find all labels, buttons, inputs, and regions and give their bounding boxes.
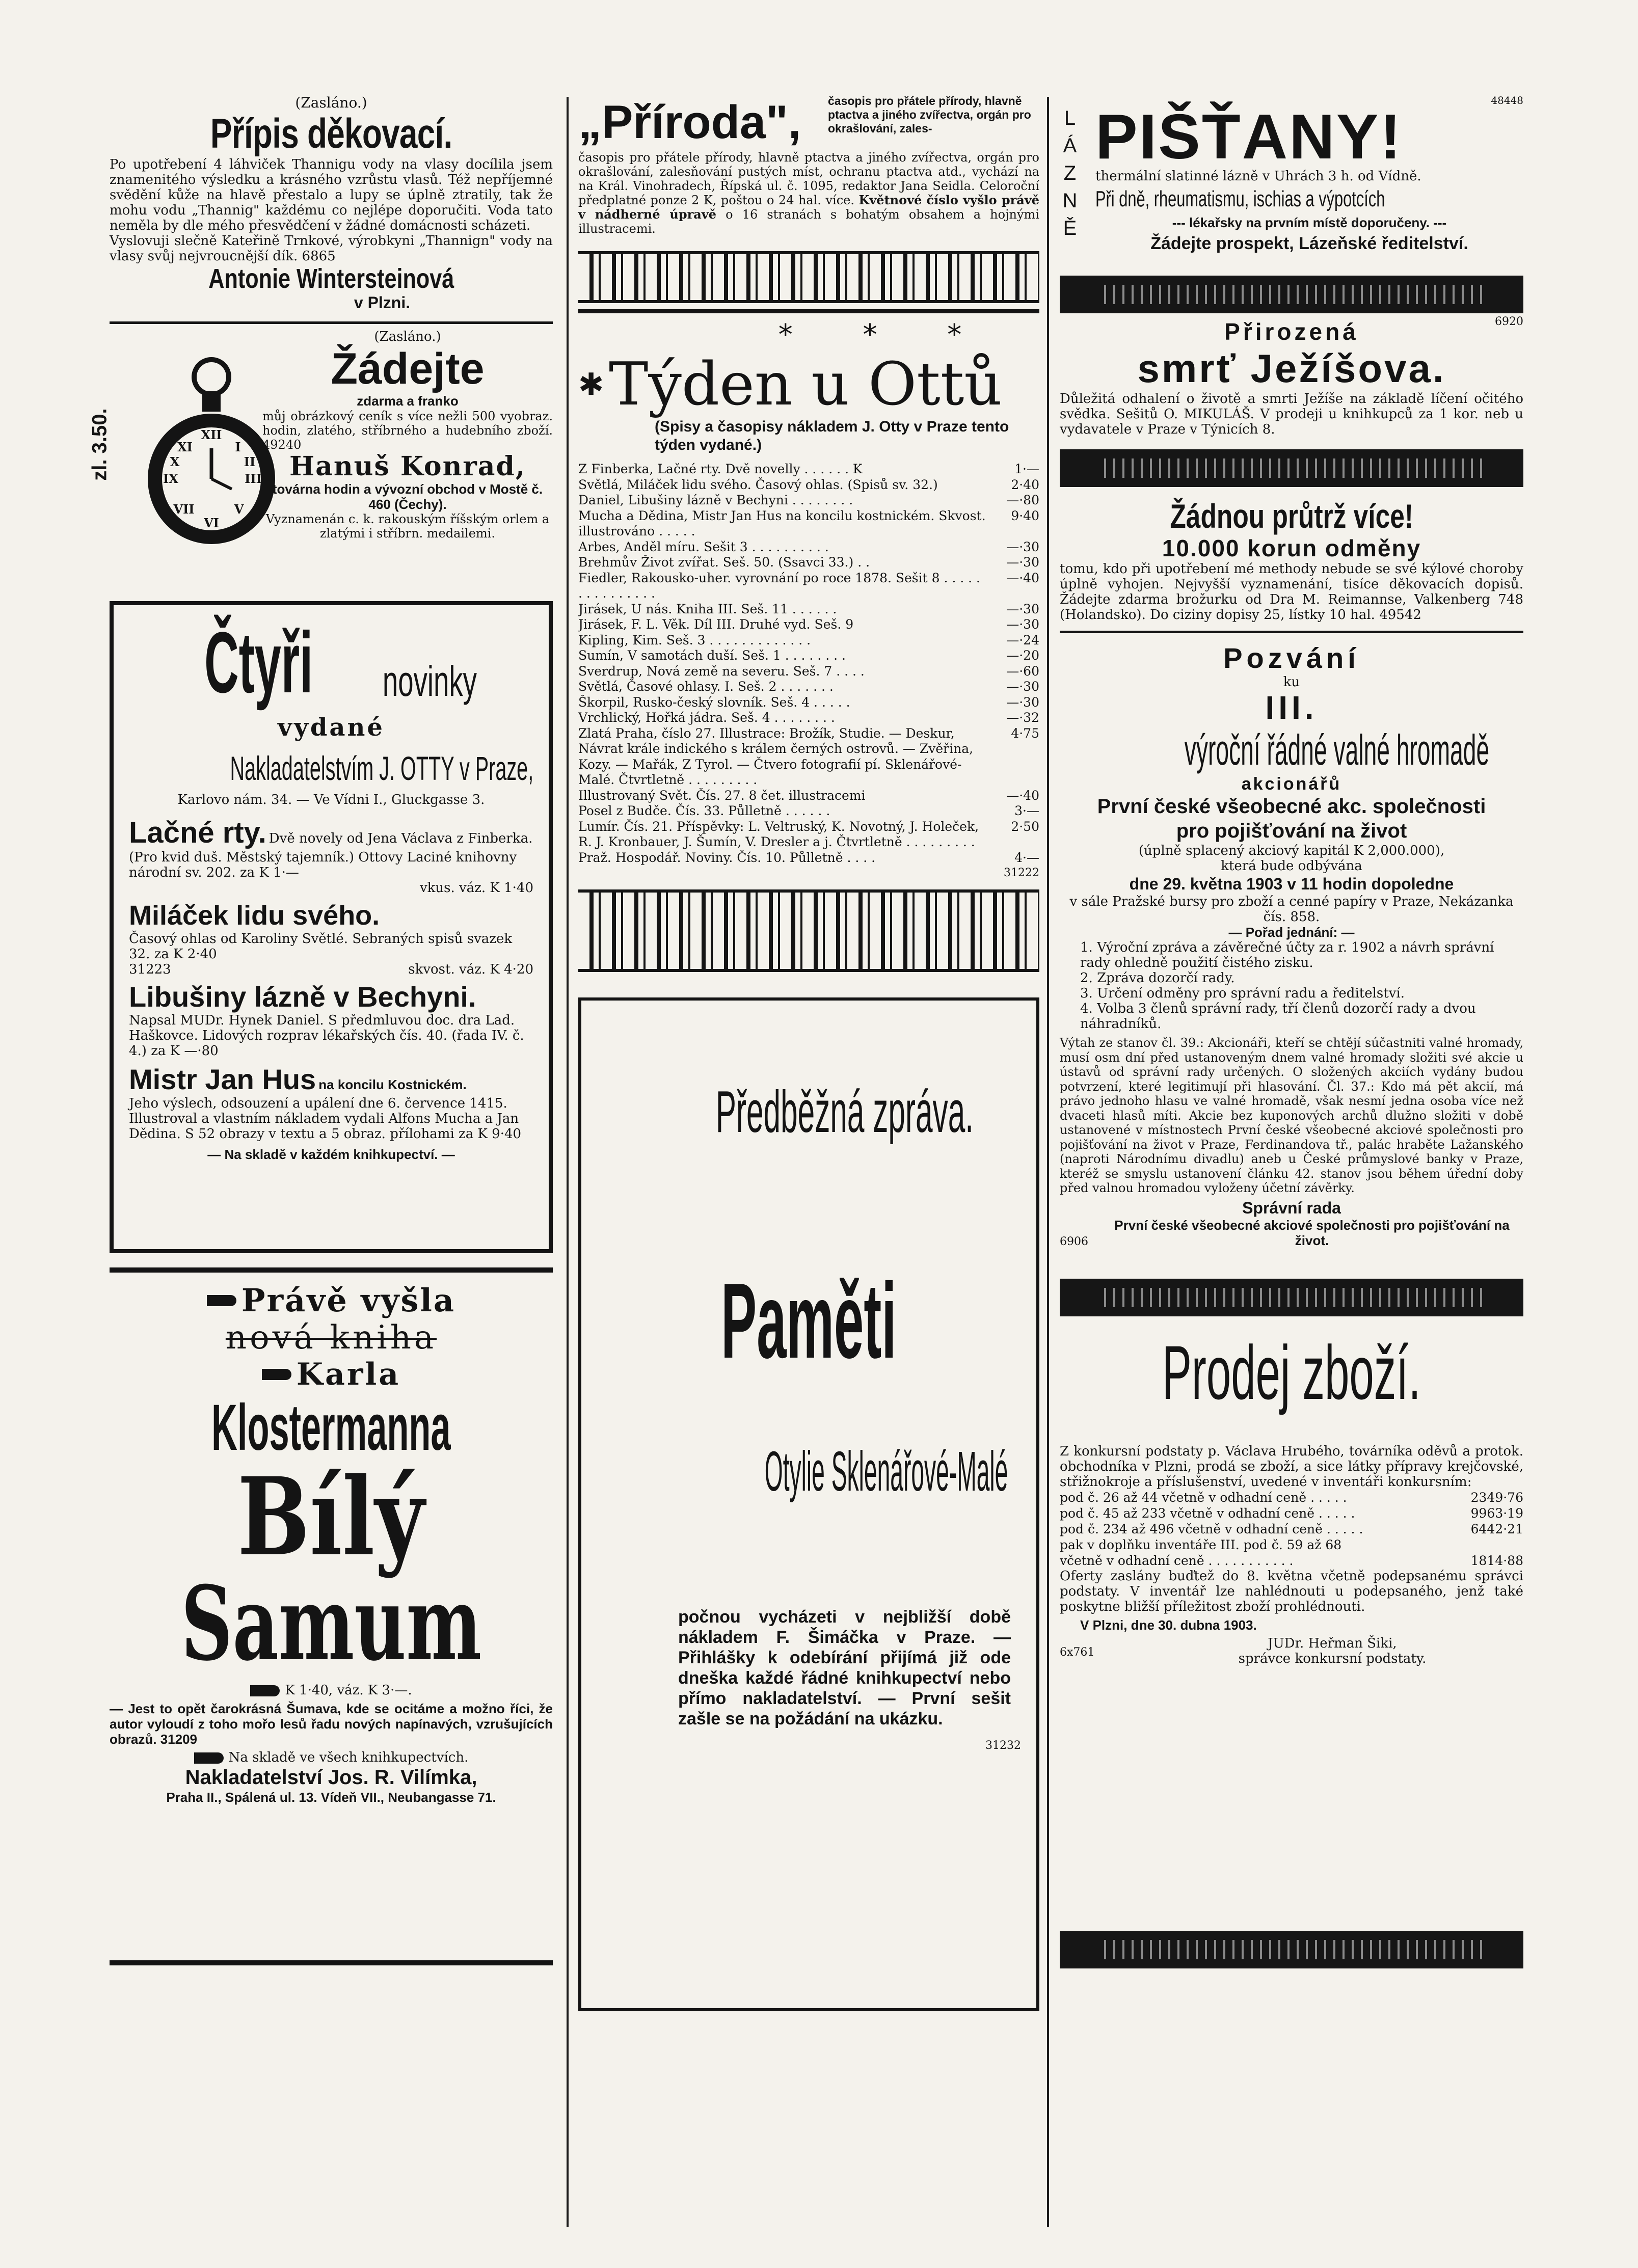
watch-price: zl. 3.50. xyxy=(88,408,111,481)
konrad-name: Hanuš Konrad, xyxy=(289,451,526,482)
konrad-line: továrna hodin a vývozní obchod v Mostě č. 460 (Čechy). xyxy=(272,481,543,512)
prave-text: — Jest to opět čarokrásná Šumava, kde se ocitáme a možno říci, že autor vyloudí z toho mořo lesů řadu nových napínavých, vzrušujících obrazů. xyxy=(110,1701,553,1747)
toc-price: —·30 xyxy=(1006,679,1039,694)
prutr-subtitle: 10.000 korun odměny xyxy=(1162,535,1421,561)
smrt-text: Důležitá odhalení o životě a smrti Ježíše na základě líčení očitého svědka. Sešitů O. MIKULÁŠ. V prodeji u knihkupců za 1 kor. neb u vydavatele v Praze v Týnicích 8. xyxy=(1060,391,1523,437)
pozvani-capital: (úplně splacený akciový kapitál K 2,000.000), xyxy=(1138,843,1445,858)
toc-row xyxy=(578,726,1039,788)
toc-price: 4·75 xyxy=(1011,725,1039,741)
toc-title: Illustrovaný Svět. Čís. 27. 8 čet. illustracemi xyxy=(578,788,866,803)
pistany-line-4: Žádejte prospekt, Lázeňské ředitelství. xyxy=(1150,234,1468,253)
toc-number: 31222 xyxy=(1004,867,1039,879)
toc-row xyxy=(578,819,1039,850)
toc-price: —·24 xyxy=(1006,632,1039,647)
toc-row xyxy=(578,508,1039,539)
toc-row xyxy=(578,679,1039,695)
lacne-text: (Pro kvid duš. Městský tajemník.) Ottovy Laciné knihovny národní sv. 202. xyxy=(129,850,517,880)
svg-text:V: V xyxy=(234,502,244,517)
lacne-subtitle: Dvě novely od Jena Václava z Finberka. xyxy=(268,831,533,846)
prutr-title: Žádnou průtrž více! xyxy=(1170,497,1413,535)
ctyri-title-2: novinky xyxy=(383,657,477,705)
banner-bar xyxy=(1060,276,1523,313)
toc-price: —·32 xyxy=(1006,710,1039,725)
zadejte-text: můj obrázkový ceník s více nežli 500 vyobraz. hodin, zlatého, stříbrného a hudebního zboží. xyxy=(262,409,553,438)
toc-row xyxy=(578,648,1039,664)
hus-text: Jeho výslech, odsouzení a upálení dne 6. července 1415. Illustroval a vlastním nákladem vydali Alfons Mucha a Jan Dědina. S 52 obrazy v textu a 5 obraz. přílohami xyxy=(129,1096,519,1142)
pozvani-company-2: pro pojišťování na život xyxy=(1176,820,1407,842)
book-hus xyxy=(129,1063,533,1142)
milacek-number: 31223 xyxy=(129,962,171,977)
priroda-text: časopis pro přátele přírody, hlavně ptactva a jiného zvířectva, orgán pro okrašlování, zalesňování pustých míst, ochranu ptactva atd., vychází na na Král. Vinohradech, Řípská ul. č. 1095, redaktor Jana Seidla. Celoroční předplatné ponze 2 K, poštou o 24 hal. více. xyxy=(578,150,1039,207)
toc-title: Praž. Hospodář. Noviny. Čís. 10. Půlletně . . . . xyxy=(578,850,876,865)
pripis-title: Přípis děkovací. xyxy=(210,111,452,157)
toc-price: —·40 xyxy=(1006,788,1039,803)
libusiny-price: za K —·80 xyxy=(151,1043,219,1059)
pistany-ad xyxy=(1060,94,1523,255)
prave-address: Praha II., Spálená ul. 13. Vídeň VII., Neubangasse 71. xyxy=(166,1790,496,1805)
pistany-text: thermální slatinné lázně v Uhrách 3 h. od Vídně. xyxy=(1095,169,1421,184)
pointing-hand-icon-2 xyxy=(262,1369,291,1380)
toc-title: Světlá, Miláček lidu svého. Časový ohlas. (Spisů sv. 32.) xyxy=(578,477,938,492)
toc-title: Sverdrup, Nová země na severu. Seš. 7 . . . . xyxy=(578,663,865,679)
svg-text:VII: VII xyxy=(173,502,195,517)
toc-row xyxy=(578,617,1039,633)
toc-title: Škorpil, Rusko-český slovník. Seš. 4 . . . . . xyxy=(578,694,850,710)
pistany-line-3: --- lékařsky na prvním místě doporučeny. --- xyxy=(1172,215,1447,230)
pozvani-program: — Pořad jednání: — xyxy=(1228,925,1355,940)
pocket-watch-icon xyxy=(145,352,278,545)
zadejte-title: Žádejte xyxy=(331,344,485,393)
column-right xyxy=(1060,94,1523,2227)
banner-bar-4 xyxy=(1060,1931,1523,1968)
toc-price: —·20 xyxy=(1006,648,1039,663)
pripis-place: v Plzni. xyxy=(354,293,411,312)
toc-price: —·30 xyxy=(1006,555,1039,570)
smrt-number: 6920 xyxy=(1495,315,1523,328)
toc-row xyxy=(578,555,1039,571)
toc-price: 4·— xyxy=(1014,850,1039,865)
price-row xyxy=(1060,1537,1523,1553)
toc-title: Jirásek, U nás. Kniha III. Seš. 11 . . . . . . xyxy=(578,601,837,616)
toc-title: Jirásek, F. L. Věk. Díl III. Druhé vyd. Seš. 9 xyxy=(578,617,854,632)
predbezna-title: Předběžná zpráva. xyxy=(715,1078,974,1145)
toc-title: Lumír. Čís. 21. Příspěvky: L. Veltruský, K. Novotný, J. Holeček, R. J. Kronbauer, J. Šumín, V. Dresler a j. Čtvrtletně . . . . . . . . . xyxy=(578,819,979,849)
smrt-title-2: smrť Ježíšova. xyxy=(1137,346,1446,391)
lacne-price: za K 1·— xyxy=(239,865,299,880)
zaslano-label-2: (Zasláno.) xyxy=(374,329,441,344)
toc-price: —·30 xyxy=(1006,601,1039,616)
toc-row xyxy=(578,493,1039,508)
ornament-band xyxy=(578,251,1039,303)
prave-stock: Na skladě ve všech knihkupectvích. xyxy=(228,1750,469,1765)
pistany-number: 48448 xyxy=(1491,94,1523,106)
pripis-signature: Antonie Wintersteinová xyxy=(208,263,454,294)
pointing-hand-icon xyxy=(207,1295,236,1306)
prave-price: K 1·40, váz. K 3·—. xyxy=(285,1683,412,1698)
hus-title: Mistr Jan Hus xyxy=(129,1063,316,1095)
prutr-text: tomu, kdo při upotřebení mé methody nebude se své kýlové choroby úplně vyhojen. Nejvyšší vyznamenání, tisíce děkovacích dopisů. Žádejte zdarma brožurku od Dra M. Reimannse, Valkenberg 748 (Holandsko). Do ciziny dopisy 25, lístky 10 hal. xyxy=(1060,561,1523,623)
price-row-label: pod č. 234 až 496 včetně v odhadní ceně . . . . . xyxy=(1060,1521,1363,1536)
toc-row xyxy=(578,477,1039,493)
konrad-ad xyxy=(88,329,553,586)
svg-text:XI: XI xyxy=(177,440,193,454)
pozvani-number: 6906 xyxy=(1060,1235,1088,1248)
toc-row xyxy=(578,850,1039,866)
pozvani-text: Výtah ze stanov čl. 39.: Akcionáři, kteří se chtějí súčastniti valné hromady, musí osm dní před ustanoveným dnem valné hromady složiti své akcie u ústavů od správní rady určených. O složených akciích vydány budou potvrzení, které legitimují při hlasování. Čl. 37.: Kdo má pět akcií, má právo jednoho hlasu ve valné hromadě, však nesmí jedna osoba více než dvaceti hlasů míti. Akcie bez kuponových archů dlužno složiti v době ustanovené v místnostech První české všeobecné akciové společnosti pro pojišťování na život v Praze, Ferdinandova tř., palác hraběte Lažanského (naproti Národnímu divadlu) aneb u České průmyslové banky v Praze, kteréž se smyslu ustanovení článku 42. stanov jsou během úřední doby před valnou hromadou vyloženy účetní závěrky. xyxy=(1060,1036,1523,1195)
toc-title: Sumín, V samotách duší. Seš. 1 . . . . . . . . xyxy=(578,648,846,663)
svg-text:I: I xyxy=(235,440,241,454)
toc-price: 9·40 xyxy=(1011,508,1039,523)
toc-price: —·30 xyxy=(1006,539,1039,554)
pointing-hand-icon-3 xyxy=(250,1685,280,1696)
priroda-text-2: o 16 stranách s bohatým obsahem a hojnými illustracemi. xyxy=(578,207,1039,236)
agenda-item: 3. Určení odměny pro správní radu a ředitelství. xyxy=(1080,986,1405,1001)
price-row xyxy=(1060,1521,1523,1537)
toc-price: —·80 xyxy=(1006,493,1039,507)
predbezna-number: 31232 xyxy=(985,1739,1021,1752)
divider-2 xyxy=(1060,631,1523,633)
stars-decoration: * * * xyxy=(778,318,992,352)
libusiny-title: Libušiny lázně v Bechyni. xyxy=(129,981,476,1013)
toc-row xyxy=(578,602,1039,617)
toc-row xyxy=(578,788,1039,804)
ctyri-address: Karlovo nám. 34. — Ve Vídni I., Gluckgasse 3. xyxy=(177,792,485,807)
toc-title: Z Finberka, Lačné rty. Dvě novelly . . . . . . K xyxy=(578,462,863,476)
svg-text:XII: XII xyxy=(201,427,222,442)
pameti-title: Paměti xyxy=(721,1261,897,1381)
toc-title: Mucha a Dědina, Mistr Jan Hus na koncilu kostnickém. Skvost. illustrováno . . . . . xyxy=(578,508,986,538)
konrad-award: Vyznamenán c. k. rakouským říšským orlem a zlatými i stříbrn. medailemi. xyxy=(265,512,550,541)
svg-text:VI: VI xyxy=(204,516,219,530)
toc-price: 3·— xyxy=(1014,803,1039,818)
hus-subtitle: na koncilu Kostnickém. xyxy=(318,1077,467,1092)
milacek-price-2: skvost. váz. K 4·20 xyxy=(408,962,533,977)
divider xyxy=(110,321,553,324)
ctyri-footer: — Na skladě v každém knihkupectví. — xyxy=(207,1147,455,1162)
toc-price: 2·40 xyxy=(1011,477,1039,492)
prodej-sign-2: správce konkursní podstaty. xyxy=(1238,1651,1427,1666)
prave-vysla-ad xyxy=(110,1267,553,1965)
hus-price: za K 9·40 xyxy=(459,1126,522,1142)
banner-bar-3 xyxy=(1060,1279,1523,1316)
toc-price: —·40 xyxy=(1006,570,1039,585)
prodej-list xyxy=(1060,1490,1523,1569)
toc-row xyxy=(578,571,1039,602)
price-row-value xyxy=(1457,1537,1523,1553)
ctyri-publisher: Nakladatelstvím J. OTTY v Praze, xyxy=(230,749,534,787)
ctyri-title: Čtyři xyxy=(204,614,313,711)
prave-line-2: nová kniha xyxy=(225,1319,437,1357)
pozvani-place: v sále Pražské bursy pro zboží a cenné papíry v Praze, Nekázanka čís. 858. xyxy=(1069,894,1514,925)
pozvani-date: dne 29. května 1903 v 11 hodin dopoledne xyxy=(1129,875,1454,893)
agenda-item: 4. Volba 3 členů správní rady, tří členů dozorčí rady a dvou náhradníků. xyxy=(1080,1001,1476,1032)
toc-price: 1·— xyxy=(1014,462,1039,476)
prave-title-1: Bílý xyxy=(237,1454,425,1580)
pistany-line-2: Při dně, rheumatismu, ischias a výpotcích xyxy=(1095,186,1385,211)
prutr-ad xyxy=(1060,497,1523,623)
pozvani-title: Pozvání xyxy=(1223,642,1360,674)
ctyri-vydane: vydané xyxy=(278,713,385,742)
prave-title-2: Samum xyxy=(181,1564,481,1684)
otylie-title: Otylie Sklenářové-Malé xyxy=(764,1440,1008,1503)
prutr-number: 49542 xyxy=(1379,607,1421,623)
priroda-ad xyxy=(578,94,1039,236)
price-row-value: 1814·88 xyxy=(1470,1553,1523,1568)
toc-price: 2·50 xyxy=(1011,819,1039,834)
price-row-label: pod č. 26 až 44 včetně v odhadní ceně . . . . . xyxy=(1060,1490,1347,1505)
zadejte-subtitle: zdarma a franko xyxy=(357,393,459,409)
prodej-number: 6x761 xyxy=(1060,1645,1095,1659)
toc-row xyxy=(578,664,1039,680)
toc-title: Fiedler, Rakousko-uher. vyrovnání po roce 1878. Sešit 8 . . . . . . . . . . . . . . . xyxy=(578,570,981,601)
pozvani-company-1: První české všeobecné akc. společnosti xyxy=(1097,795,1486,818)
zadejte-number: 49240 xyxy=(262,438,302,452)
toc-row xyxy=(578,710,1039,726)
pozvani-items xyxy=(1060,940,1523,1032)
column-rule-right xyxy=(1047,97,1049,2227)
prodej-zbozi-ad xyxy=(1060,1321,1523,1958)
milacek-title: Miláček lidu svého. xyxy=(129,900,380,931)
agenda-item: 2. Zpráva dozorčí rady. xyxy=(1080,970,1235,986)
toc-title: Zlatá Praha, číslo 27. Illustrace: Brožík, Studie. — Deskur, Návrat krále indického s králem černých ostrovů. — Zvěřina, Kozy. — Mařák, Z Tyrol. — Čtvero fotografií pí. Sklenářové-Malé. Čtvrtletně . . . . . . . . . xyxy=(578,725,974,787)
prave-number: 31209 xyxy=(160,1732,197,1747)
toc-row xyxy=(578,539,1039,555)
toc-row xyxy=(578,462,1039,477)
prodej-text: Z konkursní podstaty p. Václava Hrubého, továrníka oděvů a protok. obchodníka v Plzni, prodá se zboží, a sice látky přípravy krejčovské, střižnokroje a příslušenství, uvedené v inventáři konkursním: xyxy=(1060,1443,1523,1490)
libusiny-text: Napsal MUDr. Hynek Daniel. S předmluvou doc. dra Lad. Haškovce. Lidových rozprav lékařských čís. 40. (řada IV. č. 4.) xyxy=(129,1013,524,1059)
pozvani-iii: III. xyxy=(1265,689,1318,726)
toc-title: Brehmův Život zvířat. Seš. 50. (Ssavci 33.) . . xyxy=(578,555,870,570)
price-row xyxy=(1060,1505,1523,1521)
toc-row xyxy=(578,633,1039,649)
book-lacne-rty xyxy=(129,816,533,896)
pripis-text: Po upotřebení 4 láhviček Thannigu vody na vlasy docílila jsem znamenitého výsledku a krásného vzrůstu vlasů. Též nepříjemné svědění kůže na hlavě přestalo a lupy se úplně ztratily, tak že mohu vodu „Thannig" každému co nejlépe doporučiti. Voda tato neměla by dle mého přesvědčení v žádné domácnosti scházeti. xyxy=(110,157,553,233)
prave-line-1: Právě vyšla xyxy=(241,1282,456,1319)
lacne-title: Lačné rty. xyxy=(129,816,266,849)
toc-price: —·60 xyxy=(1006,663,1039,679)
toc-title: Daniel, Libušiny lázně v Bechyni . . . . . . . . xyxy=(578,493,853,507)
predbezna-zprava-ad xyxy=(578,997,1039,2011)
milacek-price: za K 2·40 xyxy=(154,947,217,962)
smrt-title-1: Přirozená xyxy=(1224,318,1359,345)
toc-price: —·30 xyxy=(1006,694,1039,710)
price-row-label: včetně v odhadní ceně . . . . . . . . . . . xyxy=(1060,1553,1294,1568)
tyden-subtitle: (Spisy a časopisy nákladem J. Otty v Praze tento týden vydané.) xyxy=(655,418,1009,453)
predbezna-text: počnou vycházeti v nejbližší době nákladem F. Šimáčka v Praze. — Přihlášky k odebírání přijímá již ode dneška každé řádné knihkupectví nebo přímo nakladatelství. — První sešit zašle se na požádání na ukázku. xyxy=(678,1607,1011,1729)
pozvani-held: která bude odbývána xyxy=(1221,858,1362,874)
pozvani-sign-2: První české všeobecné akciové společnosti pro pojišťování na život. xyxy=(1114,1217,1510,1248)
pozvani-vyrocni: výroční řádné valné hromadě xyxy=(1184,726,1490,774)
price-row-value: 6442·21 xyxy=(1470,1521,1523,1536)
tyden-title: Týden u Ottů xyxy=(609,350,1003,419)
pozvani-sign: Správní rada xyxy=(1242,1198,1341,1217)
prodej-text-2: Oferty zaslány buďtež do 8. května včetně podepsanému správci podstaty. V inventář lze nahlédnouti u podepsaného, jenž také poskytne bližší příležitost zboží prohlédnouti. xyxy=(1060,1568,1523,1614)
priroda-bold: Květnové číslo vyšlo právě v nádherné úpravě xyxy=(578,193,1040,222)
toc-title: Kipling, Kim. Seš. 3 . . . . . . . . . . . . . xyxy=(578,632,811,647)
price-row xyxy=(1060,1553,1523,1569)
pozvani-ad xyxy=(1060,641,1523,1248)
prave-author: Klostermanna xyxy=(211,1391,451,1464)
pripis-ad xyxy=(110,94,553,312)
pointing-hand-icon-4 xyxy=(194,1752,224,1764)
pripis-text-2: Vyslovuji slečně Kateřině Trnkové, výrobkyni „Thannign" vody na vlasy svůj nejvroucnější dík. xyxy=(110,233,553,264)
pripis-number: 6865 xyxy=(302,249,336,264)
toc-title: Posel z Budče. Čís. 33. Půlletně . . . . . . xyxy=(578,803,830,818)
star-icon: ✱ xyxy=(578,367,604,402)
pozvani-ku: ku xyxy=(1283,674,1300,690)
toc-price: —·30 xyxy=(1006,617,1039,632)
prodej-date: V Plzni, dne 30. dubna 1903. xyxy=(1080,1617,1257,1633)
agenda-item: 1. Výroční zpráva a závěrečné účty za r. 1902 a návrh správní rady ohledně použití čistého zisku. xyxy=(1080,940,1494,970)
prodej-title: Prodej zboží. xyxy=(1162,1329,1421,1415)
ctyri-novinky-ad xyxy=(110,601,553,1253)
pozvani-akcionaru: akcionářů xyxy=(1241,774,1342,794)
price-row xyxy=(1060,1490,1523,1505)
priroda-title: „Příroda", xyxy=(578,96,801,148)
column-rule-left xyxy=(567,97,569,2227)
ornament-band-2 xyxy=(578,889,1039,972)
smrt-jezisova-ad xyxy=(1060,315,1523,437)
book-libusiny xyxy=(129,981,533,1059)
price-row-value: 2349·76 xyxy=(1470,1490,1523,1505)
svg-text:X: X xyxy=(170,454,180,469)
toc-title: Světlá, Časové ohlasy. I. Seš. 2 . . . . . . . xyxy=(578,679,834,694)
svg-text:II: II xyxy=(244,454,256,469)
milacek-text: Časový ohlas od Karoliny Světlé. Sebraných spisů svazek 32. xyxy=(129,931,513,962)
toc-row xyxy=(578,803,1039,819)
banner-bar-2 xyxy=(1060,449,1523,487)
prave-line-3: Karla xyxy=(296,1357,401,1392)
toc-title: Arbes, Anděl míru. Sešit 3 . . . . . . . . . . xyxy=(578,539,829,554)
svg-text:IX: IX xyxy=(163,471,178,486)
column-left xyxy=(88,94,553,2227)
prodej-sign: JUDr. Heřman Šiki, xyxy=(1268,1635,1397,1651)
priroda-text-head: časopis pro přátele přírody, hlavně ptactva a jiného zvířectva, orgán pro okrašlování, zales- xyxy=(828,94,1031,135)
toc-list xyxy=(578,462,1039,866)
pistany-title: PIŠŤANY! xyxy=(1095,102,1403,172)
lacne-price-2: vkus. váz. K 1·40 xyxy=(419,880,533,896)
book-milacek xyxy=(129,900,533,977)
price-row-label: pod č. 45 až 233 včetně v odhadní ceně . . . . . xyxy=(1060,1505,1355,1521)
column-middle xyxy=(578,94,1039,2227)
tyden-u-ottu-ad xyxy=(578,309,1039,879)
price-row-value: 9963·19 xyxy=(1470,1505,1523,1521)
price-row-label: pak v doplňku inventáře III. pod č. 59 až 68 xyxy=(1060,1537,1342,1552)
toc-title: Vrchlický, Hořká jádra. Seš. 4 . . . . . . . . xyxy=(578,710,835,725)
prave-publisher: Nakladatelství Jos. R. Vilímka, xyxy=(185,1766,477,1789)
toc-row xyxy=(578,695,1039,711)
lazne-vertical: LÁZNĚ xyxy=(1062,107,1078,239)
svg-text:III: III xyxy=(245,471,262,486)
zaslano-label: (Zasláno.) xyxy=(295,94,367,111)
